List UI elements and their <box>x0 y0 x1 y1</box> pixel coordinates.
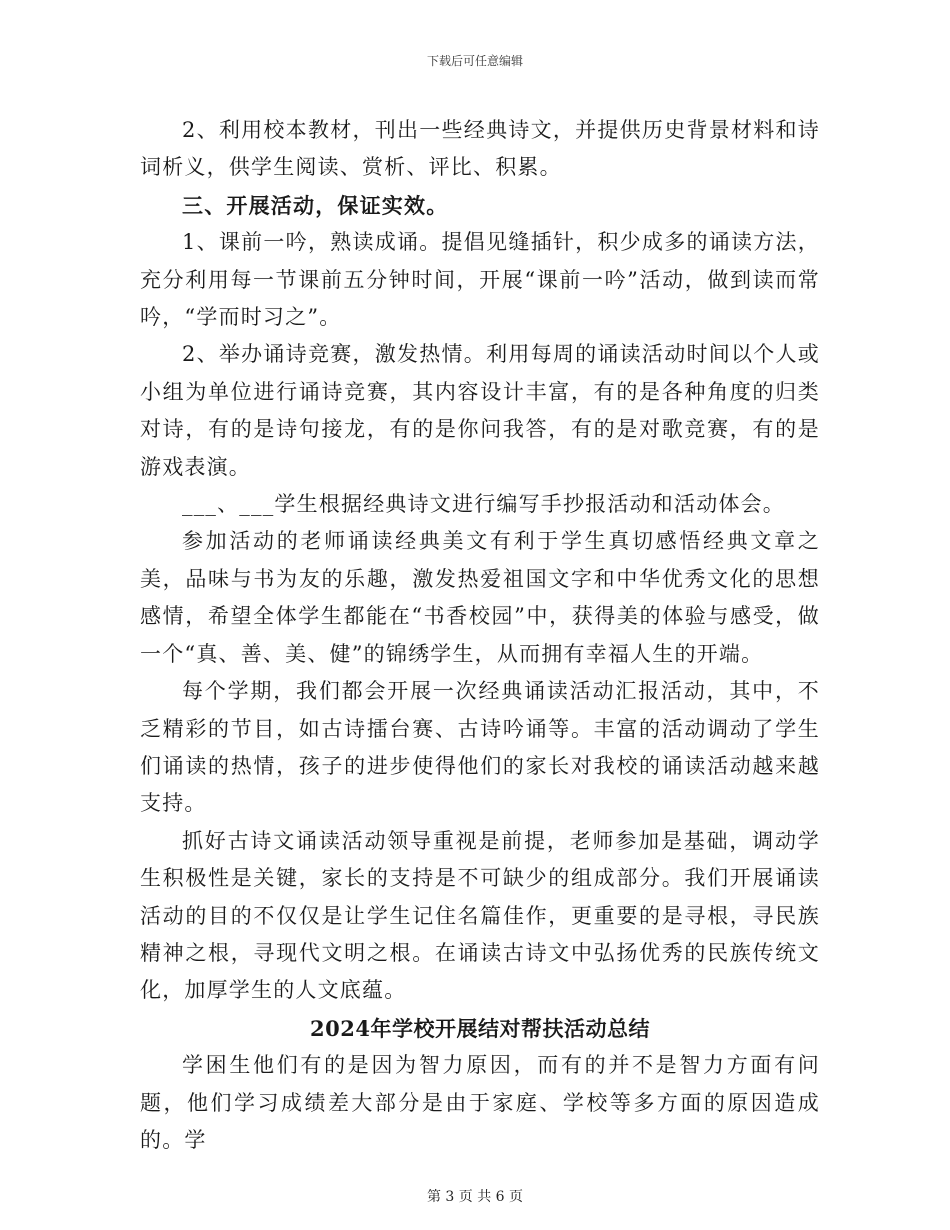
paragraph-semester-report: 每个学期，我们都会开展一次经典诵读活动汇报活动，其中，不乏精彩的节目，如古诗擂台赛、古诗吟诵等。丰富的活动调动了学生们诵读的热情，孩子的进步使得他们的家长对我校的诵读活动越来越支持。 <box>140 679 820 816</box>
heading-activities: 三、开展活动，保证实效。 <box>182 192 449 218</box>
paragraph-conclusion: 抓好古诗文诵读活动领导重视是前提，老师参加是基础，调动学生积极性是关键，家长的支持是不可缺少的组成部分。我们开展诵读活动的目的不仅仅是让学生记住名篇佳作，更重要的是寻根，寻民族精神之根，寻现代文明之根。在诵读古诗文中弘扬优秀的民族传统文化，加厚学生的人文底蕴。 <box>140 828 820 1003</box>
section-title: 2024年学校开展结对帮扶活动总结 <box>310 1015 650 1041</box>
paragraph-teacher-participation: 参加活动的老师诵读经典美文有利于学生真切感悟经典文章之美，品味与书为友的乐趣，激发热爱祖国文字和中华优秀文化的思想感情，希望全体学生都能在“书香校园”中，获得美的体验与感受，做一个“真、善、美、健”的锦绣学生，从而拥有幸福人生的开端。 <box>140 529 820 666</box>
paragraph-pre-class-recital: 1、课前一吟，熟读成诵。提倡见缝插针，积少成多的诵读方法，充分利用每一节课前五分钟时间，开展“课前一吟”活动，做到读而常吟，“学而时习之”。 <box>140 230 820 330</box>
page-footer: 第 3 页 共 6 页 <box>426 1189 524 1205</box>
document-body <box>140 112 820 1159</box>
paragraph-materials: 2、利用校本教材，刊出一些经典诗文，并提供历史背景材料和诗词析义，供学生阅读、赏析、评比、积累。 <box>140 118 820 180</box>
paragraph-handwritten-newspaper: ___、___学生根据经典诗文进行编写手抄报活动和活动体会。 <box>182 492 785 517</box>
page-header: 下载后可任意编辑 <box>426 54 523 68</box>
paragraph-struggling-students: 学困生他们有的是因为智力原因，而有的并不是智力方面有问题，他们学习成绩差大部分是由于家庭、学校等多方面的原因造成的。学 <box>140 1053 820 1152</box>
paragraph-poetry-competition: 2、举办诵诗竞赛，激发热情。利用每周的诵读活动时间以个人或小组为单位进行诵诗竞赛，其内容设计丰富，有的是各种角度的归类对诗，有的是诗句接龙，有的是你问我答，有的是对歌竞赛，有的是游戏表演。 <box>140 342 820 479</box>
